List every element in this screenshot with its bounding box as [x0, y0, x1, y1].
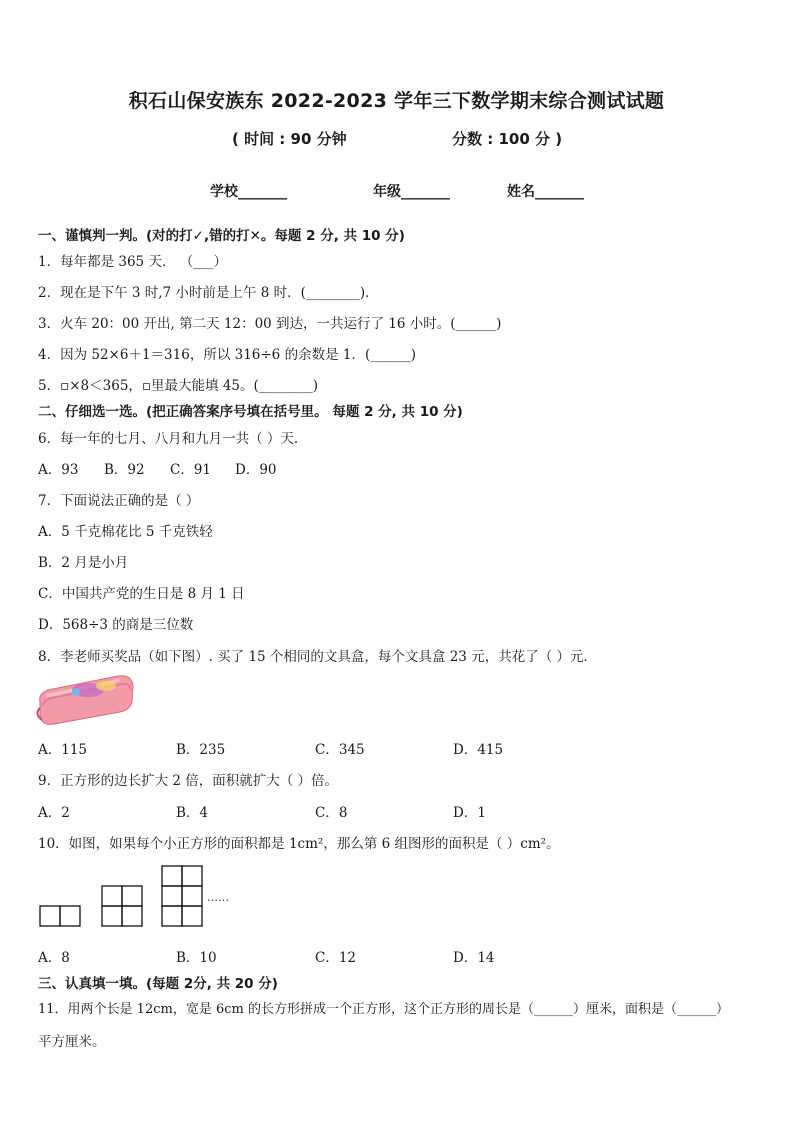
q8-option-a: A．115 — [38, 742, 88, 758]
q8-option-c: C．345 — [315, 742, 365, 758]
q8-option-b: B．235 — [176, 742, 226, 758]
section-3-heading: 三、认真填一填。(每题 2分, 共 20 分) — [38, 976, 278, 992]
question-7: 7．下面说法正确的是（ ） — [38, 493, 200, 509]
q10-option-a: A．8 — [38, 950, 70, 966]
q9-option-d: D．1 — [453, 805, 486, 821]
question-1: 1．每年都是 365 天． （___） — [38, 254, 227, 270]
question-4: 4．因为 52×6＋1＝316，所以 316÷6 的余数是 1．(______) — [38, 347, 416, 363]
question-8: 8．李老师买奖品（如下图）. 买了 15 个相同的文具盒，每个文具盒 23 元，共花了（ ）元． — [38, 649, 597, 665]
q7-option-b: B．2 月是小月 — [38, 555, 129, 571]
question-10: 10．如图，如果每个小正方形的面积都是 1cm²，那么第 6 组图形的面积是（ ）cm²。 — [38, 836, 560, 852]
section-1-heading: 一、谨慎判一判。(对的打✓,错的打✕。每题 2 分, 共 10 分) — [38, 228, 405, 244]
exam-score: 分数 : 100 分 ) — [452, 130, 563, 148]
question-5: 5．▫×8＜365，▫里最大能填 45。(________) — [38, 378, 319, 394]
q8-option-d: D．415 — [453, 742, 504, 758]
q10-option-d: D．14 — [453, 950, 495, 966]
q9-option-c: C．8 — [315, 805, 348, 821]
q7-option-d: D．568÷3 的商是三位数 — [38, 617, 194, 633]
q9-option-a: A．2 — [38, 805, 70, 821]
question-11: 11．用两个长是 12cm，宽是 6cm 的长方形拼成一个正方形，这个正方形的周长是（______）厘米，面积是（______） — [38, 1002, 729, 1017]
question-9: 9．正方形的边长扩大 2 倍，面积就扩大（ ）倍。 — [38, 773, 339, 789]
q10-option-b: B．10 — [176, 950, 217, 966]
question-11-continued: 平方厘米。 — [38, 1034, 106, 1050]
q10-option-c: C．12 — [315, 950, 357, 966]
section-2-heading: 二、仔细选一选。(把正确答案序号填在括号里。 每题 2 分, 共 10 分) — [38, 404, 463, 420]
grade-field: 年级_______ — [373, 184, 450, 200]
q7-option-c: C．中国共产党的生日是 8 月 1 日 — [38, 586, 245, 602]
page-title: 积石山保安族东 2022-2023 学年三下数学期末综合测试试题 — [128, 90, 665, 112]
question-3: 3．火车 20：00 开出, 第二天 12：00 到达，一共运行了 16 小时。(______) — [38, 316, 502, 332]
question-6: 6．每一年的七月、八月和九月一共（ ）天. — [38, 431, 299, 447]
pattern-continuation-dots: …… — [207, 891, 229, 904]
q6-option-c: C．91 — [170, 462, 212, 478]
school-field: 学校_______ — [210, 184, 287, 200]
q9-option-b: B．4 — [176, 805, 209, 821]
question-2: 2．现在是下午 3 时,7 小时前是上午 8 时．(________)． — [38, 285, 379, 301]
pencil-case-image — [36, 672, 136, 728]
q6-option-a: A．93 — [38, 462, 79, 478]
exam-time: ( 时间 : 90 分钟 — [232, 130, 347, 148]
name-field: 姓名_______ — [507, 184, 584, 200]
q7-option-a: A．5 千克棉花比 5 千克铁轻 — [38, 524, 213, 540]
q6-option-d: D．90 — [235, 462, 277, 478]
q6-option-b: B．92 — [104, 462, 145, 478]
